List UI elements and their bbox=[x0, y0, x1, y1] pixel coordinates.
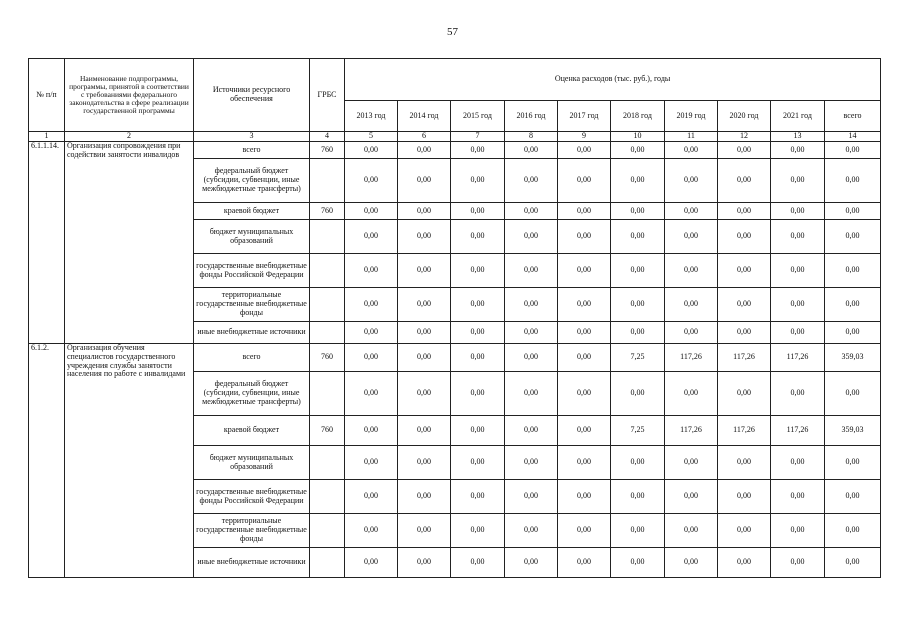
amount-cell: 0,00 bbox=[611, 254, 665, 288]
amount-cell: 0,00 bbox=[825, 548, 881, 578]
funding-source: территориальные государственные внебюджетные фонды bbox=[194, 514, 310, 548]
page-number: 57 bbox=[447, 26, 458, 38]
amount-cell: 0,00 bbox=[558, 372, 611, 416]
amount-cell: 0,00 bbox=[718, 203, 771, 220]
amount-cell: 0,00 bbox=[451, 288, 505, 322]
amount-cell: 0,00 bbox=[665, 288, 718, 322]
amount-cell: 0,00 bbox=[718, 446, 771, 480]
amount-cell: 0,00 bbox=[611, 480, 665, 514]
amount-cell: 0,00 bbox=[398, 322, 451, 344]
amount-cell: 0,00 bbox=[665, 372, 718, 416]
section-number: 6.1.2. bbox=[29, 344, 65, 578]
amount-cell: 0,00 bbox=[825, 322, 881, 344]
amount-cell: 0,00 bbox=[665, 203, 718, 220]
amount-cell: 0,00 bbox=[398, 288, 451, 322]
funding-source: краевой бюджет bbox=[194, 203, 310, 220]
amount-cell: 0,00 bbox=[345, 322, 398, 344]
amount-cell: 0,00 bbox=[451, 372, 505, 416]
grbs-code: 760 bbox=[310, 344, 345, 372]
amount-cell: 0,00 bbox=[558, 446, 611, 480]
amount-cell: 0,00 bbox=[665, 514, 718, 548]
header-year: 2021 год bbox=[771, 101, 825, 132]
amount-cell: 0,00 bbox=[398, 548, 451, 578]
amount-cell: 0,00 bbox=[505, 220, 558, 254]
amount-cell: 0,00 bbox=[611, 159, 665, 203]
amount-cell: 0,00 bbox=[771, 142, 825, 159]
amount-cell: 0,00 bbox=[718, 142, 771, 159]
amount-cell: 0,00 bbox=[398, 446, 451, 480]
section-name: Организация сопровождения при содействии занятости инвалидов bbox=[65, 142, 194, 344]
header-name: Наименование подпрограммы, программы, принятой в соответствии с требованиями федерального законодательства в сфере реализации государственной программы bbox=[65, 59, 194, 132]
amount-cell: 0,00 bbox=[398, 372, 451, 416]
amount-cell: 0,00 bbox=[771, 514, 825, 548]
amount-cell: 0,00 bbox=[718, 514, 771, 548]
amount-cell: 0,00 bbox=[451, 548, 505, 578]
grbs-code bbox=[310, 372, 345, 416]
amount-cell: 117,26 bbox=[665, 416, 718, 446]
header-col-number: 13 bbox=[771, 132, 825, 142]
header-year: 2015 год bbox=[451, 101, 505, 132]
amount-cell: 0,00 bbox=[771, 480, 825, 514]
funding-source: всего bbox=[194, 344, 310, 372]
funding-source: бюджет муниципальных образований bbox=[194, 220, 310, 254]
amount-cell: 0,00 bbox=[505, 514, 558, 548]
amount-cell: 0,00 bbox=[771, 446, 825, 480]
amount-cell: 0,00 bbox=[558, 514, 611, 548]
table-row bbox=[29, 344, 881, 372]
amount-cell: 0,00 bbox=[345, 372, 398, 416]
amount-cell: 0,00 bbox=[345, 446, 398, 480]
amount-cell: 0,00 bbox=[505, 548, 558, 578]
header-col-number: 8 bbox=[505, 132, 558, 142]
amount-cell: 0,00 bbox=[665, 548, 718, 578]
amount-cell: 0,00 bbox=[505, 142, 558, 159]
section-number: 6.1.1.14. bbox=[29, 142, 65, 344]
amount-cell: 0,00 bbox=[558, 548, 611, 578]
funding-source: федеральный бюджет (субсидии, субвенции, иные межбюджетные трансферты) bbox=[194, 372, 310, 416]
amount-cell: 0,00 bbox=[345, 480, 398, 514]
amount-cell: 7,25 bbox=[611, 344, 665, 372]
header-col-number: 3 bbox=[194, 132, 310, 142]
amount-cell: 0,00 bbox=[771, 203, 825, 220]
amount-cell: 0,00 bbox=[398, 220, 451, 254]
amount-cell: 0,00 bbox=[825, 254, 881, 288]
amount-cell: 0,00 bbox=[771, 372, 825, 416]
amount-cell: 0,00 bbox=[718, 480, 771, 514]
amount-cell: 7,25 bbox=[611, 416, 665, 446]
amount-cell: 0,00 bbox=[345, 203, 398, 220]
amount-cell: 0,00 bbox=[825, 288, 881, 322]
amount-cell: 0,00 bbox=[451, 446, 505, 480]
amount-cell: 0,00 bbox=[451, 416, 505, 446]
amount-cell: 0,00 bbox=[825, 159, 881, 203]
amount-cell: 0,00 bbox=[505, 446, 558, 480]
amount-cell: 0,00 bbox=[558, 322, 611, 344]
grbs-code bbox=[310, 548, 345, 578]
grbs-code bbox=[310, 220, 345, 254]
amount-cell: 117,26 bbox=[718, 416, 771, 446]
amount-cell: 0,00 bbox=[398, 203, 451, 220]
grbs-code: 760 bbox=[310, 416, 345, 446]
amount-cell: 0,00 bbox=[345, 514, 398, 548]
amount-cell: 0,00 bbox=[345, 254, 398, 288]
header-year: 2014 год bbox=[398, 101, 451, 132]
amount-cell: 0,00 bbox=[718, 254, 771, 288]
amount-cell: 0,00 bbox=[398, 142, 451, 159]
amount-cell: 0,00 bbox=[345, 548, 398, 578]
header-num: № п/п bbox=[29, 59, 65, 132]
amount-cell: 0,00 bbox=[398, 344, 451, 372]
amount-cell: 0,00 bbox=[825, 203, 881, 220]
amount-cell: 0,00 bbox=[665, 480, 718, 514]
amount-cell: 0,00 bbox=[611, 548, 665, 578]
funding-source: государственные внебюджетные фонды Российской Федерации bbox=[194, 480, 310, 514]
header-col-number: 5 bbox=[345, 132, 398, 142]
amount-cell: 0,00 bbox=[505, 372, 558, 416]
amount-cell: 0,00 bbox=[771, 159, 825, 203]
amount-cell: 0,00 bbox=[558, 142, 611, 159]
amount-cell: 0,00 bbox=[558, 203, 611, 220]
grbs-code bbox=[310, 480, 345, 514]
amount-cell: 0,00 bbox=[505, 344, 558, 372]
funding-source: бюджет муниципальных образований bbox=[194, 446, 310, 480]
amount-cell: 0,00 bbox=[665, 142, 718, 159]
header-estimate: Оценка расходов (тыс. руб.), годы bbox=[345, 59, 881, 101]
amount-cell: 0,00 bbox=[611, 514, 665, 548]
amount-cell: 0,00 bbox=[771, 254, 825, 288]
amount-cell: 0,00 bbox=[611, 142, 665, 159]
header-col-number: 11 bbox=[665, 132, 718, 142]
amount-cell: 0,00 bbox=[398, 416, 451, 446]
amount-cell: 0,00 bbox=[451, 322, 505, 344]
amount-cell: 0,00 bbox=[451, 254, 505, 288]
amount-cell: 359,03 bbox=[825, 344, 881, 372]
grbs-code bbox=[310, 288, 345, 322]
amount-cell: 0,00 bbox=[345, 159, 398, 203]
amount-cell: 0,00 bbox=[398, 159, 451, 203]
header-year: 2019 год bbox=[665, 101, 718, 132]
header-col-number: 7 bbox=[451, 132, 505, 142]
header-col-number: 12 bbox=[718, 132, 771, 142]
amount-cell: 0,00 bbox=[718, 159, 771, 203]
funding-source: иные внебюджетные источники bbox=[194, 322, 310, 344]
header-year: 2020 год bbox=[718, 101, 771, 132]
grbs-code bbox=[310, 322, 345, 344]
amount-cell: 0,00 bbox=[558, 344, 611, 372]
header-year: 2018 год bbox=[611, 101, 665, 132]
table-row bbox=[29, 142, 881, 159]
amount-cell: 0,00 bbox=[718, 372, 771, 416]
funding-source: иные внебюджетные источники bbox=[194, 548, 310, 578]
amount-cell: 0,00 bbox=[451, 480, 505, 514]
amount-cell: 0,00 bbox=[451, 220, 505, 254]
amount-cell: 0,00 bbox=[825, 480, 881, 514]
amount-cell: 0,00 bbox=[611, 446, 665, 480]
header-col-number: 6 bbox=[398, 132, 451, 142]
funding-source: федеральный бюджет (субсидии, субвенции, иные межбюджетные трансферты) bbox=[194, 159, 310, 203]
header-col-number: 14 bbox=[825, 132, 881, 142]
amount-cell: 0,00 bbox=[451, 142, 505, 159]
amount-cell: 359,03 bbox=[825, 416, 881, 446]
amount-cell: 0,00 bbox=[345, 288, 398, 322]
amount-cell: 0,00 bbox=[718, 322, 771, 344]
header-grbs: ГРБС bbox=[310, 59, 345, 132]
amount-cell: 0,00 bbox=[825, 142, 881, 159]
section-name: Организация обучения специалистов государственного учреждения службы занятости населения по работе с инвалидами bbox=[65, 344, 194, 578]
amount-cell: 0,00 bbox=[718, 548, 771, 578]
grbs-code bbox=[310, 514, 345, 548]
amount-cell: 0,00 bbox=[825, 372, 881, 416]
grbs-code: 760 bbox=[310, 142, 345, 159]
amount-cell: 0,00 bbox=[558, 288, 611, 322]
table-body bbox=[29, 142, 881, 578]
amount-cell: 0,00 bbox=[505, 416, 558, 446]
amount-cell: 0,00 bbox=[505, 480, 558, 514]
amount-cell: 0,00 bbox=[451, 514, 505, 548]
amount-cell: 117,26 bbox=[665, 344, 718, 372]
header-year: всего bbox=[825, 101, 881, 132]
amount-cell: 0,00 bbox=[398, 254, 451, 288]
header-col-number: 2 bbox=[65, 132, 194, 142]
amount-cell: 0,00 bbox=[505, 288, 558, 322]
header-year: 2013 год bbox=[345, 101, 398, 132]
header-source: Источники ресурсного обеспечения bbox=[194, 59, 310, 132]
amount-cell: 0,00 bbox=[611, 203, 665, 220]
amount-cell: 0,00 bbox=[345, 416, 398, 446]
grbs-code bbox=[310, 254, 345, 288]
header-col-number: 9 bbox=[558, 132, 611, 142]
amount-cell: 0,00 bbox=[825, 446, 881, 480]
funding-source: территориальные государственные внебюджетные фонды bbox=[194, 288, 310, 322]
amount-cell: 0,00 bbox=[558, 416, 611, 446]
amount-cell: 0,00 bbox=[825, 514, 881, 548]
amount-cell: 0,00 bbox=[505, 322, 558, 344]
funding-source: государственные внебюджетные фонды Российской Федерации bbox=[194, 254, 310, 288]
amount-cell: 0,00 bbox=[345, 220, 398, 254]
header-numbers-row bbox=[29, 132, 881, 142]
budget-table bbox=[28, 58, 881, 578]
amount-cell: 0,00 bbox=[825, 220, 881, 254]
amount-cell: 0,00 bbox=[771, 288, 825, 322]
amount-cell: 0,00 bbox=[558, 254, 611, 288]
amount-cell: 0,00 bbox=[771, 322, 825, 344]
amount-cell: 0,00 bbox=[345, 344, 398, 372]
amount-cell: 0,00 bbox=[345, 142, 398, 159]
header-col-number: 1 bbox=[29, 132, 65, 142]
amount-cell: 0,00 bbox=[505, 254, 558, 288]
amount-cell: 0,00 bbox=[558, 220, 611, 254]
header-col-number: 4 bbox=[310, 132, 345, 142]
amount-cell: 0,00 bbox=[451, 344, 505, 372]
amount-cell: 0,00 bbox=[398, 480, 451, 514]
amount-cell: 0,00 bbox=[718, 288, 771, 322]
grbs-code bbox=[310, 446, 345, 480]
header-year: 2017 год bbox=[558, 101, 611, 132]
amount-cell: 0,00 bbox=[771, 548, 825, 578]
amount-cell: 0,00 bbox=[771, 220, 825, 254]
amount-cell: 117,26 bbox=[718, 344, 771, 372]
amount-cell: 0,00 bbox=[451, 203, 505, 220]
amount-cell: 0,00 bbox=[451, 159, 505, 203]
amount-cell: 0,00 bbox=[505, 203, 558, 220]
amount-cell: 0,00 bbox=[558, 480, 611, 514]
amount-cell: 0,00 bbox=[665, 254, 718, 288]
grbs-code: 760 bbox=[310, 203, 345, 220]
header-col-number: 10 bbox=[611, 132, 665, 142]
amount-cell: 0,00 bbox=[558, 159, 611, 203]
header-year: 2016 год bbox=[505, 101, 558, 132]
funding-source: всего bbox=[194, 142, 310, 159]
grbs-code bbox=[310, 159, 345, 203]
amount-cell: 0,00 bbox=[611, 322, 665, 344]
amount-cell: 0,00 bbox=[611, 220, 665, 254]
funding-source: краевой бюджет bbox=[194, 416, 310, 446]
amount-cell: 0,00 bbox=[665, 159, 718, 203]
amount-cell: 0,00 bbox=[665, 322, 718, 344]
amount-cell: 117,26 bbox=[771, 344, 825, 372]
amount-cell: 0,00 bbox=[611, 372, 665, 416]
amount-cell: 0,00 bbox=[665, 446, 718, 480]
amount-cell: 0,00 bbox=[718, 220, 771, 254]
amount-cell: 0,00 bbox=[505, 159, 558, 203]
amount-cell: 117,26 bbox=[771, 416, 825, 446]
amount-cell: 0,00 bbox=[611, 288, 665, 322]
amount-cell: 0,00 bbox=[398, 514, 451, 548]
amount-cell: 0,00 bbox=[665, 220, 718, 254]
